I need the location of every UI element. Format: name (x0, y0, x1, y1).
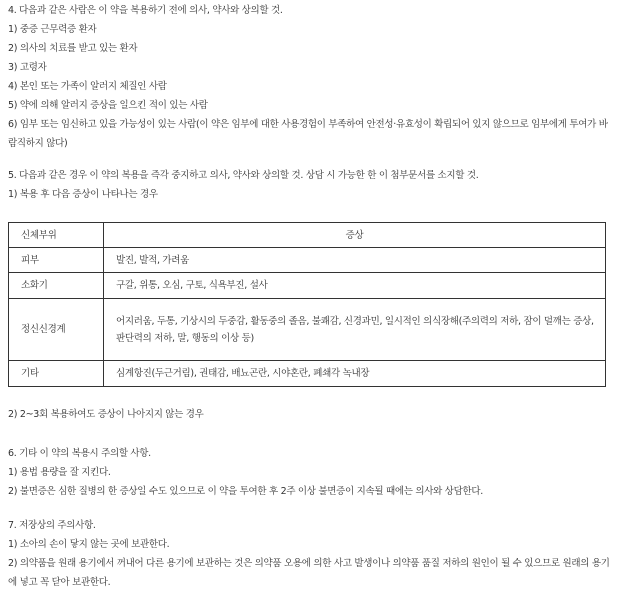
section-6-item-1: 1) 용법 용량을 잘 지킨다. (8, 467, 111, 478)
table-header-symptom: 증상 (104, 223, 606, 248)
table-cell-part: 기타 (9, 361, 104, 387)
section-4-item-3: 3) 고령자 (8, 62, 47, 73)
table-header-body-part: 신체부위 (9, 223, 104, 248)
section-4-item-5: 5) 약에 의해 알러지 증상을 일으킨 적이 있는 사람 (8, 100, 208, 111)
section-7 (8, 516, 612, 592)
section-7-item-2: 2) 의약품을 원래 용기에서 꺼내어 다른 용기에 보관하는 것은 의약품 오용에 의한 사고 발생이나 의약품 품질 저하의 원인이 될 수 있으므로 원래의 용기에 넣고 꼭 닫아 보관한다. (8, 558, 610, 588)
section-4-heading: 4. 다음과 같은 사람은 이 약을 복용하기 전에 의사, 약사와 상의할 것. (8, 5, 283, 16)
section-5-tail (8, 405, 612, 424)
table-cell-part: 정신신경계 (9, 299, 104, 361)
table-header-row (9, 223, 606, 248)
table-cell-symptom: 어지러움, 두통, 기상시의 두중감, 활동중의 졸음, 불쾌감, 신경과민, 일시적인 의식장해(주의력의 저하, 잠이 덜깨는 증상, 판단력의 저하, 말, 행동의 이상 등) (104, 299, 606, 361)
section-5-heading: 5. 다음과 같은 경우 이 약의 복용을 즉각 중지하고 의사, 약사와 상의할 것. 상담 시 가능한 한 이 첨부문서를 소지할 것. (8, 170, 479, 181)
table-row (9, 248, 606, 273)
section-6-item-2: 2) 불면증은 심한 질병의 한 증상일 수도 있으므로 이 약을 투여한 후 2주 이상 불면증이 지속될 때에는 의사와 상담한다. (8, 486, 483, 497)
section-7-item-1: 1) 소아의 손이 닿지 않는 곳에 보관한다. (8, 539, 170, 550)
table-row (9, 299, 606, 361)
table-row (9, 273, 606, 299)
table-cell-part: 피부 (9, 248, 104, 273)
section-4-item-6: 6) 임부 또는 임신하고 있을 가능성이 있는 사람(이 약은 임부에 대한 사용경험이 부족하여 안전성·유효성이 확립되어 있지 않으므로 임부에게 투여가 바람직하지 않다) (8, 119, 608, 149)
section-6-heading: 6. 기타 이 약의 복용시 주의할 사항. (8, 448, 151, 459)
section-6 (8, 444, 612, 501)
symptom-table (8, 222, 606, 387)
section-5 (8, 166, 612, 204)
section-4-item-1: 1) 중증 근무력증 환자 (8, 24, 97, 35)
table-cell-symptom: 구갈, 위통, 오심, 구토, 식욕부진, 설사 (104, 273, 606, 299)
section-5-item-1: 1) 복용 후 다음 증상이 나타나는 경우 (8, 189, 158, 200)
section-4-item-4: 4) 본인 또는 가족이 알러지 체질인 사람 (8, 81, 167, 92)
table-cell-symptom: 심계항진(두근거림), 권태감, 배뇨곤란, 시야혼란, 폐쇄각 녹내장 (104, 361, 606, 387)
section-4 (8, 1, 612, 153)
section-7-heading: 7. 저장상의 주의사항. (8, 520, 96, 531)
table-row (9, 361, 606, 387)
table-cell-symptom: 발진, 발적, 가려움 (104, 248, 606, 273)
section-5-item-2: 2) 2~3회 복용하여도 증상이 나아지지 않는 경우 (8, 409, 204, 420)
table-cell-part: 소화기 (9, 273, 104, 299)
section-4-item-2: 2) 의사의 치료를 받고 있는 환자 (8, 43, 138, 54)
